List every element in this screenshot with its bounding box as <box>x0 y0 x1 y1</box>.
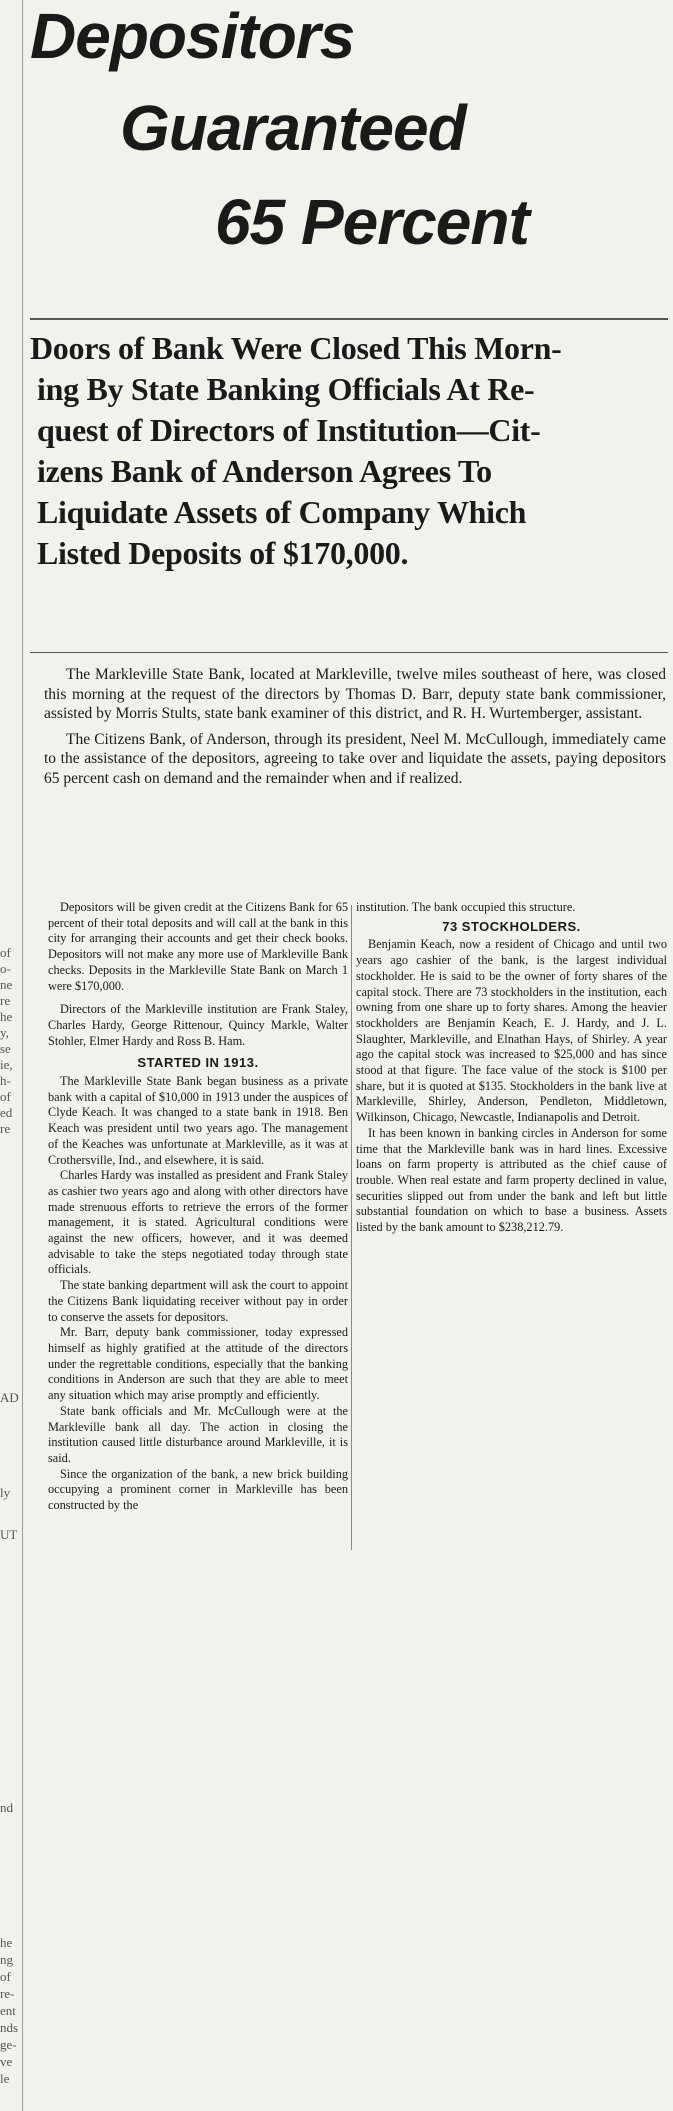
adjacent-column-fragment <box>0 0 23 2111</box>
margin-fragment: h- <box>0 1073 11 1088</box>
margin-fragment: ne <box>0 977 13 992</box>
body-paragraph: Charles Hardy was installed as president and Frank Staley as cashier two years ago and along with other directors have made strenuous efforts to retrieve the errors of the former management, it is stated. Agricultural conditions were against the new officers, however, and it was deemed advisable to take the steps negotiated today through state officials. <box>48 1168 348 1277</box>
body-paragraph: It has been known in banking circles in Anderson for some time that the Markleville bank was in hard lines. Excessive loans on farm property is attributed as the chief cause of trouble. When real estate and farm property declined in value, securities slipped out from under the bank and left but little substantial foundation on which to base a business. Assets listed by the bank amount to $238,212.79. <box>356 1125 667 1235</box>
lede-paragraph: The Citizens Bank, of Anderson, through its president, Neel M. McCullough, immediately came to the assistance of the depositors, agreeing to take over and liquidate the assets, paying depositors 65 percent cash on demand and the remainder when and if realized. <box>44 730 666 787</box>
subhead-line: ing By State Banking Officials At Re- <box>37 371 535 407</box>
body-paragraph: Directors of the Markleville institution are Frank Staley, Charles Hardy, George Rittenour, Quincy Markle, Walter Stohler, Elmer Hardy and Ross B. Ham. <box>48 1002 348 1048</box>
headline-line: Guaranteed <box>120 92 466 164</box>
subhead-line: Liquidate Assets of Company Which <box>37 494 527 530</box>
margin-fragment: nds <box>0 2020 19 2035</box>
margin-fragment: ve <box>0 2054 13 2069</box>
lede-paragraph: The Markleville State Bank, located at Markleville, twelve miles southeast of here, was closed this morning at the request of the directors by Thomas D. Barr, deputy state bank commissioner, assisted by Morris Stults, state bank examiner of this district, and R. H. Wurtemberger, assistant. <box>44 666 666 723</box>
margin-fragment: he <box>0 1935 13 1950</box>
margin-fragment: ed <box>0 1105 13 1120</box>
margin-fragment: of <box>0 1969 11 1984</box>
subhead-rule <box>30 652 668 653</box>
body-paragraph: Depositors will be given credit at the Citizens Bank for 65 percent of their total deposits and will call at the bank in this city for arranging their accounts and get their check books. Depositors will not make any more use of Markleville Bank checks. Deposits in the Markleville State Bank on March 1 were $170,000. <box>48 900 348 993</box>
body-paragraph: The state banking department will ask the court to appoint the Citizens Bank liquidating receiver without pay in order to conserve the assets for depositors. <box>48 1278 348 1324</box>
margin-fragment: y, <box>0 1025 9 1040</box>
body-paragraph: Since the organization of the bank, a new brick building occupying a prominent corner in Markleville has been constructed by the <box>48 1466 348 1513</box>
column-divider <box>351 905 352 1550</box>
margin-fragment: nd <box>0 1800 13 1815</box>
margin-fragment: re <box>0 1121 11 1136</box>
headline-line: 65 Percent <box>215 186 529 258</box>
margin-fragment: of <box>0 945 11 960</box>
body-paragraph: State bank officials and Mr. McCullough were at the Markleville bank all day. The action in closing the institution caused little disturbance around Markleville, it is said. <box>48 1403 348 1465</box>
subhead-line: izens Bank of Anderson Agrees To <box>37 453 492 489</box>
body-paragraph: institution. The bank occupied this structure. <box>356 900 576 914</box>
margin-fragment: re- <box>0 1986 15 2001</box>
section-heading: 73 STOCKHOLDERS. <box>442 918 581 934</box>
article-column-left <box>48 900 348 1514</box>
headline-rule <box>30 318 668 320</box>
margin-fragment: ge- <box>0 2037 17 2052</box>
body-paragraph: Benjamin Keach, now a resident of Chicago and until two years ago cashier of the bank, is the largest individual stockholder. He is said to be the owner of forty shares of the capital stock. There are 73 stockholders in the institution, each owning from one share up to forty shares. Among the heavier stockholders are Benjamin Keach, E. J. Hardy, and J. L. Slaughter, Markleville, and Elnathan Hays, of Shirley. A year ago the capital stock was increased to $25,000 and has since stood at that figure. The face value of the stock is $100 per share, but it is quoted at $135. Stockholders in the bank live at Markleville, Shirley, Anderson, Pendleton, Middletown, Wilkinson, Chicago, Newcastle, Indianapolis and Detroit. <box>356 937 667 1125</box>
headline-line: Depositors <box>30 0 355 72</box>
lede-paragraphs <box>44 665 666 795</box>
subhead-line: Doors of Bank Were Closed This Morn- <box>30 330 562 366</box>
margin-fragment: AD <box>0 1390 19 1405</box>
subhead-line: quest of Directors of Institution—Cit- <box>37 412 541 448</box>
body-paragraph: Mr. Barr, deputy bank commissioner, today expressed himself as highly gratified at the attitude of the directors under the regrettable conditions, especially that the banking conditions in Anderson are such that they are able to meet any situation which may arise promptly and efficiently. <box>48 1325 348 1403</box>
margin-fragment: re <box>0 993 11 1008</box>
margin-fragment: of <box>0 1089 11 1104</box>
margin-fragment: le <box>0 2071 10 2086</box>
body-paragraph: The Markleville State Bank began business as a private bank with a capital of $10,000 in 1913 under the auspices of Clyde Keach. It was changed to a state bank in 1918. Ben Keach was president until two years ago. The management of the Keaches was unfortunate at Markleville, as it was at Crothersville, Ind., and elsewhere, it is said. <box>48 1074 348 1167</box>
margin-fragment: o- <box>0 961 11 976</box>
margin-fragment: ng <box>0 1952 13 1967</box>
article-column-right <box>356 900 667 1236</box>
section-heading: STARTED IN 1913. <box>137 1055 259 1071</box>
subhead-line: Listed Deposits of $170,000. <box>37 535 409 571</box>
margin-fragment: ent <box>0 2003 16 2018</box>
margin-fragment: he <box>0 1009 13 1024</box>
margin-fragment: ie, <box>0 1057 13 1072</box>
margin-fragment: se <box>0 1041 11 1056</box>
margin-fragment: UT <box>0 1527 18 1542</box>
margin-fragment: ly <box>0 1485 11 1500</box>
